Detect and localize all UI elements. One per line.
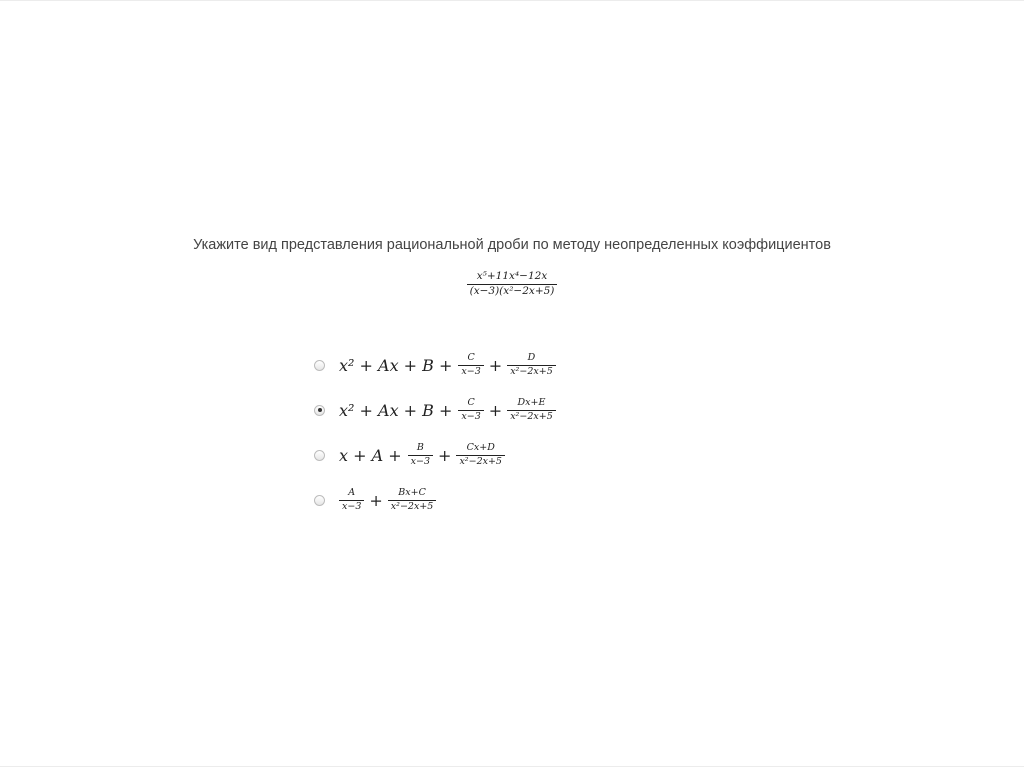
partial-fraction-2	[456, 443, 505, 467]
partial-fraction-2	[507, 353, 556, 377]
fraction-numerator: C	[467, 352, 475, 364]
partial-fraction-1	[339, 488, 364, 512]
fraction-denominator: x−3	[342, 500, 362, 512]
radio-button-1[interactable]	[314, 360, 325, 371]
answer-expression-3	[339, 443, 505, 467]
answer-expression-4	[339, 488, 436, 512]
answer-option-3[interactable]	[314, 437, 556, 473]
radio-button-3[interactable]	[314, 450, 325, 461]
radio-button-4[interactable]	[314, 495, 325, 506]
partial-fraction-1	[458, 398, 483, 422]
fraction-numerator: Dx+E	[517, 397, 546, 409]
fraction-denominator: x²−2x+5	[510, 410, 553, 422]
answer-options	[314, 347, 556, 527]
fraction-denominator: x−3	[461, 410, 481, 422]
whole-part: x + A +	[339, 445, 402, 465]
whole-part: x² + Ax + B +	[339, 355, 453, 375]
fraction-numerator: D	[527, 352, 536, 364]
plus-sign: +	[488, 355, 503, 375]
answer-option-4[interactable]	[314, 482, 556, 518]
fraction-numerator: A	[348, 487, 356, 499]
plus-sign: +	[369, 490, 383, 510]
radio-button-2-selected[interactable]	[314, 405, 325, 416]
partial-fraction-1	[458, 353, 483, 377]
fraction-numerator: C	[467, 397, 475, 409]
fraction-denominator: x²−2x+5	[390, 500, 434, 512]
answer-option-1[interactable]	[314, 347, 556, 383]
answer-option-2[interactable]	[314, 392, 556, 428]
question-fraction-expression	[467, 271, 558, 297]
fraction-numerator: Cx+D	[466, 442, 495, 454]
fraction-denominator: x−3	[461, 365, 481, 377]
partial-fraction-1	[408, 443, 433, 467]
fraction-denominator: x²−2x+5	[510, 365, 553, 377]
fraction-numerator: Bx+C	[398, 487, 426, 499]
plus-sign: +	[488, 400, 503, 420]
answer-expression-2	[339, 398, 556, 422]
question-fraction-numerator: x⁵+11x⁴−12x	[476, 270, 548, 282]
whole-part: x² + Ax + B +	[339, 400, 453, 420]
plus-sign: +	[438, 445, 452, 465]
partial-fraction-2	[507, 398, 556, 422]
answer-expression-1	[339, 353, 556, 377]
fraction-numerator: B	[416, 442, 424, 454]
partial-fraction-2	[388, 488, 437, 512]
question-fraction	[0, 271, 1024, 297]
question-fraction-denominator: (x−3)(x²−2x+5)	[469, 284, 555, 297]
question-text: Укажите вид представления рациональной дроби по методу неопределенных коэффициентов	[193, 237, 831, 253]
fraction-denominator: x²−2x+5	[459, 455, 502, 467]
fraction-denominator: x−3	[410, 455, 431, 467]
